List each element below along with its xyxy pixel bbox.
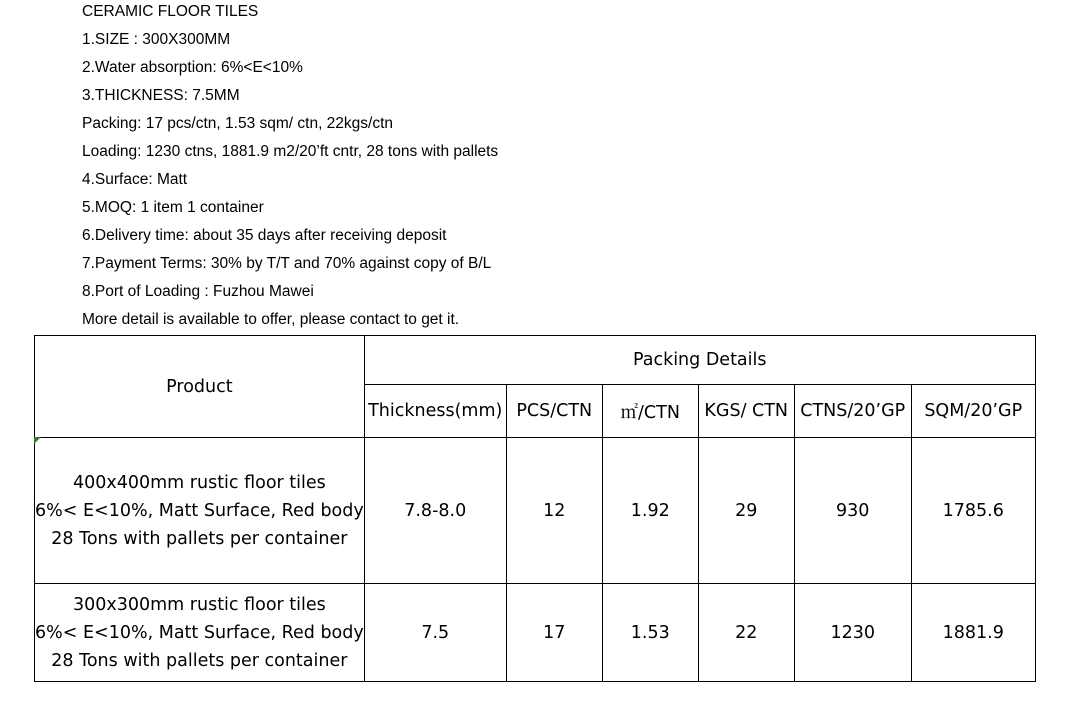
- table-cell: 1881.9: [911, 584, 1035, 682]
- packing-details-header: Packing Details: [364, 336, 1035, 385]
- column-header: Thickness(mm): [364, 385, 506, 438]
- product-cell: [35, 584, 365, 682]
- product-cell: [35, 438, 365, 584]
- product-name: 400x400mm rustic floor tiles: [72, 472, 326, 493]
- product-header: Product: [35, 336, 365, 438]
- table-cell: 1785.6: [911, 438, 1035, 584]
- spec-packing: Packing: 17 pcs/ctn, 1.53 sqm/ ctn, 22kgs/ctn: [82, 115, 394, 132]
- table-cell: 1230: [794, 584, 911, 682]
- table-cell: 7.5: [364, 584, 506, 682]
- table-cell: 17: [506, 584, 602, 682]
- spec-title: CERAMIC FLOOR TILES: [82, 3, 259, 20]
- packing-table: [34, 335, 1036, 682]
- spec-surface: 4.Surface: Matt: [82, 171, 188, 188]
- product-name: 300x300mm rustic floor tiles: [72, 594, 326, 615]
- spec-thickness: 3.THICKNESS: 7.5MM: [82, 87, 240, 104]
- column-header: KGS/ CTN: [698, 385, 794, 438]
- table-cell: 29: [698, 438, 794, 584]
- spec-water-absorption: 2.Water absorption: 6%<E<10%: [82, 59, 303, 76]
- product-spec: 6%< E<10%, Matt Surface, Red body: [35, 500, 364, 521]
- cell-comment-marker: [34, 437, 41, 444]
- table-row: [35, 584, 1036, 682]
- column-header: SQM/20’GP: [911, 385, 1035, 438]
- spec-port-of-loading: 8.Port of Loading : Fuzhou Mawei: [82, 283, 314, 300]
- product-spec: 6%< E<10%, Matt Surface, Red body: [35, 622, 364, 643]
- spec-payment-terms: 7.Payment Terms: 30% by T/T and 70% against copy of B/L: [82, 255, 492, 272]
- table-cell: 12: [506, 438, 602, 584]
- spec-loading: Loading: 1230 ctns, 1881.9 m2/20’ft cntr, 28 tons with pallets: [82, 143, 499, 160]
- table-cell: 1.53: [602, 584, 698, 682]
- spec-list: [82, 0, 498, 336]
- spec-delivery-time: 6.Delivery time: about 35 days after receiving deposit: [82, 227, 447, 244]
- product-load: 28 Tons with pallets per container: [51, 528, 348, 549]
- table-row: [35, 438, 1036, 584]
- column-header: PCS/CTN: [506, 385, 602, 438]
- spec-contact-note: More detail is available to offer, please contact to get it.: [82, 311, 460, 328]
- spec-moq: 5.MOQ: 1 item 1 container: [82, 199, 264, 216]
- table-cell: 7.8-8.0: [364, 438, 506, 584]
- product-load: 28 Tons with pallets per container: [51, 650, 348, 671]
- table-cell: 22: [698, 584, 794, 682]
- table-cell: 1.92: [602, 438, 698, 584]
- column-header: CTNS/20’GP: [794, 385, 911, 438]
- table-cell: 930: [794, 438, 911, 584]
- spec-size: 1.SIZE : 300X300MM: [82, 31, 231, 48]
- column-header: ㎡/CTN: [602, 385, 698, 438]
